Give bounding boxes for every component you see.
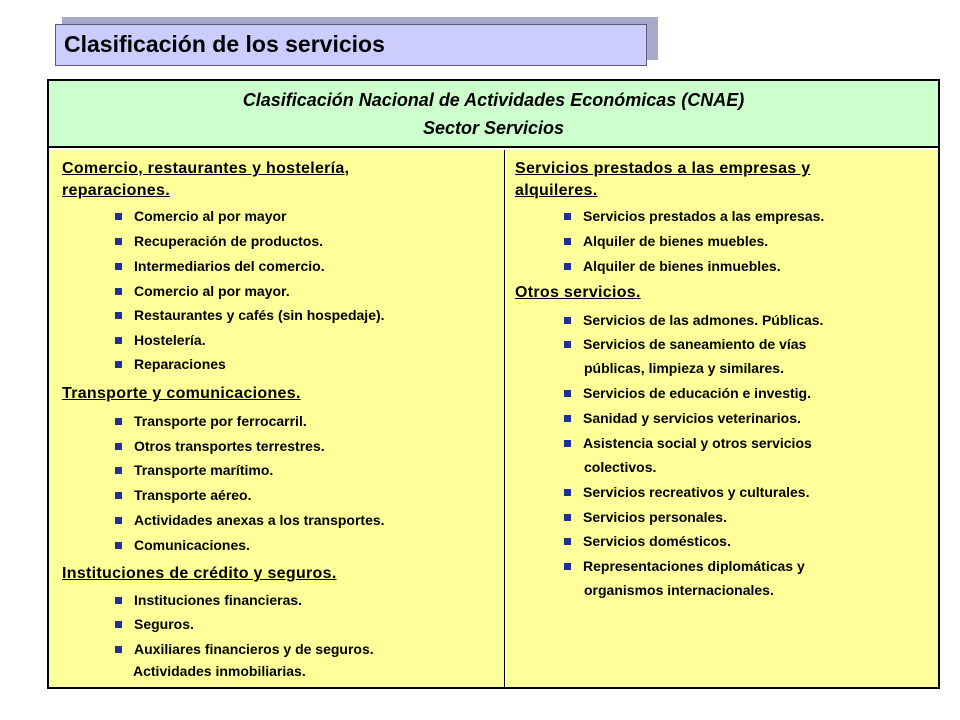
bullet-icon [115,467,122,474]
list-item: Seguros. [115,615,194,633]
left-column [49,150,505,687]
list-item: Transporte por ferrocarril. [115,412,307,430]
list-item: Servicios de saneamiento de vías [564,335,806,353]
bullet-icon [115,597,122,604]
bullet-icon [115,542,122,549]
list-item: Otros transportes terrestres. [115,437,325,455]
bullet-icon [115,337,122,344]
bullet-icon [564,317,571,324]
page-title: Clasificación de los servicios [64,31,385,57]
bullet-icon [115,263,122,270]
section-title: Otros servicios. [515,284,641,301]
bullet-icon [564,563,571,570]
list-item: Alquiler de bienes inmuebles. [564,257,781,275]
section-title: Servicios prestados a las empresas y alquileres. [515,160,811,199]
list-item-text: públicas, limpieza y similares. [584,360,784,376]
list-item: Recuperación de productos. [115,232,323,250]
table-header-title: Clasificación Nacional de Actividades Económicas (CNAE) [242,90,745,110]
table-header [49,81,938,148]
bullet-icon [115,238,122,245]
cnae-table [47,79,940,689]
section-title: Transporte y comunicaciones. [62,385,301,402]
list-item: Servicios domésticos. [564,532,731,550]
list-item-text: colectivos. [584,459,657,475]
list-item: Servicios de educación e investig. [564,384,811,402]
list-item: Auxiliares financieros y de seguros. [115,640,374,658]
list-item: Servicios recreativos y culturales. [564,483,809,501]
bullet-icon [564,390,571,397]
list-item: Alquiler de bienes muebles. [564,232,768,250]
bullet-icon [115,492,122,499]
bullet-icon [115,213,122,220]
list-item: Asistencia social y otros servicios [564,434,812,452]
list-item: Intermediarios del comercio. [115,257,325,275]
bullet-icon [564,514,571,521]
list-item: Comercio al por mayor [115,207,287,225]
list-item: Comunicaciones. [115,536,250,554]
bullet-icon [564,263,571,270]
bullet-icon [564,415,571,422]
bullet-icon [115,443,122,450]
right-column [506,150,938,687]
list-item: Comercio al por mayor. [115,282,290,300]
bullet-icon [564,213,571,220]
list-item: Servicios de las admones. Públicas. [564,311,823,329]
list-item-text: Actividades inmobiliarias. [133,663,306,679]
bullet-icon [564,538,571,545]
bullet-icon [115,288,122,295]
list-item: Transporte marítimo. [115,461,273,479]
list-item: Restaurantes y cafés (sin hospedaje). [115,306,385,324]
list-item: Representaciones diplomáticas y [564,557,805,575]
section-title: Comercio, restaurantes y hostelería, reparaciones. [62,160,350,199]
section-title: Instituciones de crédito y seguros. [62,565,337,582]
list-item: Instituciones financieras. [115,591,302,609]
list-item: Actividades anexas a los transportes. [115,511,385,529]
list-item: Hostelería. [115,331,206,349]
list-item: Servicios personales. [564,508,727,526]
list-item: Reparaciones [115,355,226,373]
bullet-icon [115,418,122,425]
bullet-icon [115,621,122,628]
bullet-icon [564,238,571,245]
bullet-icon [115,646,122,653]
table-header-subtitle: Sector Servicios [422,118,565,138]
list-item: Transporte aéreo. [115,486,252,504]
bullet-icon [564,341,571,348]
list-item-text: organismos internacionales. [584,582,774,598]
list-item: Servicios prestados a las empresas. [564,207,824,225]
bullet-icon [115,361,122,368]
bullet-icon [564,489,571,496]
bullet-icon [115,517,122,524]
list-item: Sanidad y servicios veterinarios. [564,409,801,427]
bullet-icon [115,312,122,319]
title-box [55,24,647,66]
bullet-icon [564,440,571,447]
